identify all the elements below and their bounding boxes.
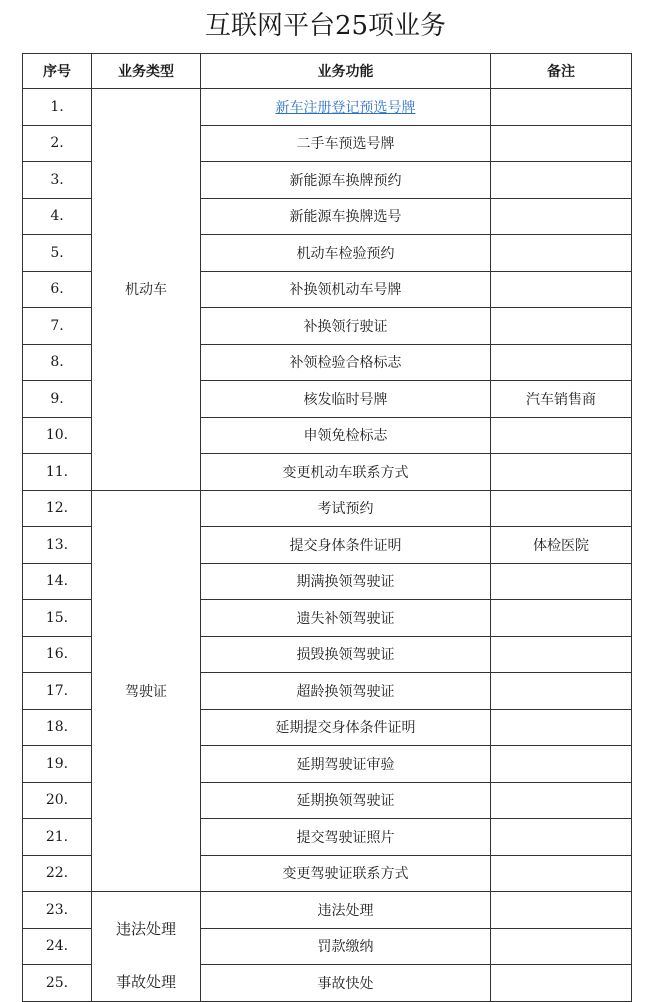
table-row [23, 89, 632, 126]
row-num: 22. [23, 855, 92, 892]
row-num: 2. [23, 125, 92, 162]
row-remark [491, 198, 632, 235]
row-num: 13. [23, 527, 92, 564]
row-num: 6. [23, 271, 92, 308]
row-function: 核发临时号牌 [201, 381, 491, 418]
row-remark [491, 308, 632, 345]
page-title: 互联网平台25项业务 [204, 11, 447, 41]
row-function: 延期驾驶证审验 [201, 746, 491, 783]
row-function: 变更机动车联系方式 [201, 454, 491, 491]
row-remark [491, 271, 632, 308]
group-license: 驾驶证 [92, 490, 201, 892]
row-num: 11. [23, 454, 92, 491]
row-remark [491, 563, 632, 600]
row-remark [491, 344, 632, 381]
row-num: 19. [23, 746, 92, 783]
row-function: 新能源车换牌选号 [201, 198, 491, 235]
row-num: 14. [23, 563, 92, 600]
row-num: 23. [23, 892, 92, 929]
row-function: 违法处理 [201, 892, 491, 929]
row-remark [491, 928, 632, 965]
row-function: 提交身体条件证明 [201, 527, 491, 564]
row-remark [491, 673, 632, 710]
row-num: 9. [23, 381, 92, 418]
group-violation-accident [92, 892, 201, 1002]
row-num: 24. [23, 928, 92, 965]
header-remark: 备注 [491, 54, 632, 89]
row-num: 7. [23, 308, 92, 345]
row-remark [491, 965, 632, 1002]
row-remark [491, 89, 632, 126]
row-num: 21. [23, 819, 92, 856]
row-num: 20. [23, 782, 92, 819]
row-num: 17. [23, 673, 92, 710]
row-function: 事故快处 [201, 965, 491, 1002]
row-remark [491, 782, 632, 819]
row-remark [491, 125, 632, 162]
row-function: 损毁换领驾驶证 [201, 636, 491, 673]
row-function: 新能源车换牌预约 [201, 162, 491, 199]
row-remark [491, 892, 632, 929]
row-function: 变更驾驶证联系方式 [201, 855, 491, 892]
row-num: 18. [23, 709, 92, 746]
header-num: 序号 [23, 54, 92, 89]
row-num: 16. [23, 636, 92, 673]
row-remark [491, 600, 632, 637]
table-header-row [23, 54, 632, 89]
row-num: 4. [23, 198, 92, 235]
row-num: 1. [23, 89, 92, 126]
row-function: 延期换领驾驶证 [201, 782, 491, 819]
row-remark [491, 746, 632, 783]
table-row [23, 892, 632, 929]
row-remark: 体检医院 [491, 527, 632, 564]
row-remark: 汽车销售商 [491, 381, 632, 418]
header-function: 业务功能 [201, 54, 491, 89]
row-remark [491, 235, 632, 272]
row-function: 补换领行驶证 [201, 308, 491, 345]
row-function: 机动车检验预约 [201, 235, 491, 272]
row-function: 补换领机动车号牌 [201, 271, 491, 308]
row-num: 10. [23, 417, 92, 454]
row-remark [491, 454, 632, 491]
row-num: 8. [23, 344, 92, 381]
row-function: 提交驾驶证照片 [201, 819, 491, 856]
new-car-plate-link[interactable]: 新车注册登记预选号牌 [275, 99, 416, 116]
row-remark [491, 636, 632, 673]
group-accident: 事故处理 [115, 973, 176, 992]
row-num: 3. [23, 162, 92, 199]
row-remark [491, 162, 632, 199]
header-type: 业务类型 [92, 54, 201, 89]
business-table [22, 53, 632, 1002]
row-function: 超龄换领驾驶证 [201, 673, 491, 710]
row-remark [491, 417, 632, 454]
row-remark [491, 709, 632, 746]
row-remark [491, 819, 632, 856]
row-num: 5. [23, 235, 92, 272]
row-function: 期满换领驾驶证 [201, 563, 491, 600]
row-function: 申领免检标志 [201, 417, 491, 454]
row-num: 25. [23, 965, 92, 1002]
row-remark [491, 490, 632, 527]
row-function: 罚款缴纳 [201, 928, 491, 965]
row-num: 15. [23, 600, 92, 637]
row-function-link[interactable] [201, 89, 491, 126]
row-function: 二手车预选号牌 [201, 125, 491, 162]
group-vehicle: 机动车 [92, 89, 201, 491]
row-num: 12. [23, 490, 92, 527]
table-row [23, 490, 632, 527]
group-violation: 违法处理 [115, 919, 176, 938]
row-function: 延期提交身体条件证明 [201, 709, 491, 746]
row-remark [491, 855, 632, 892]
row-function: 遗失补领驾驶证 [201, 600, 491, 637]
row-function: 考试预约 [201, 490, 491, 527]
row-function: 补领检验合格标志 [201, 344, 491, 381]
